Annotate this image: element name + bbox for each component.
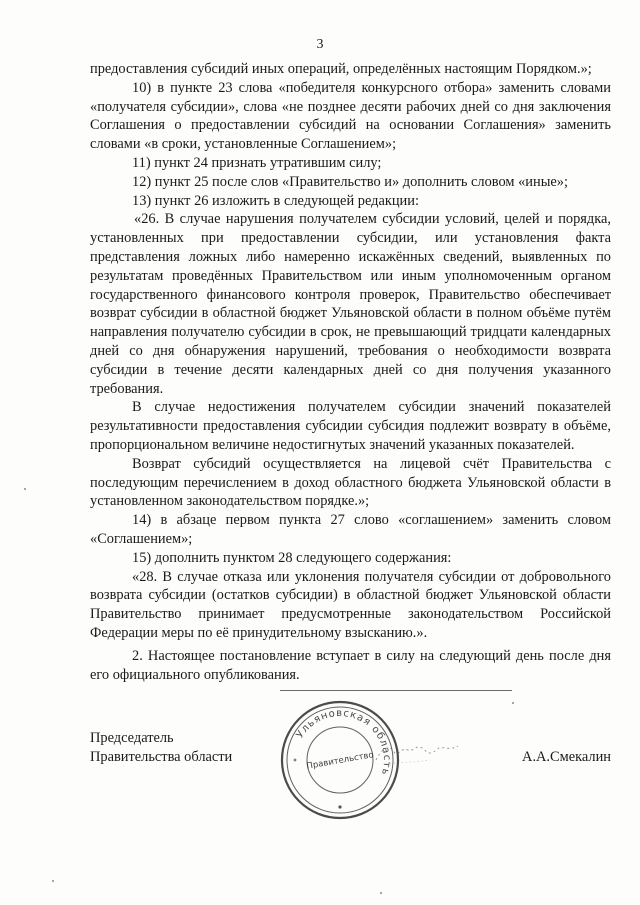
signature-divider [280, 690, 512, 691]
signatory-position [90, 729, 232, 767]
signatory-position-line-1: Председатель [90, 730, 174, 746]
scan-speck [512, 702, 514, 704]
signatory-position-line-2: Правительства области [90, 748, 233, 765]
page-number: 3 [316, 37, 324, 52]
seal-ring-text: Ульяновская область [294, 707, 393, 777]
paragraph-item-12: 12) пункт 25 после слов «Правительство и» дополнить словом «иные»; [132, 173, 568, 190]
paragraph-item-10: 10) в пункте 23 слова «победителя конкурсного отбора» заменить словами «получателя субсидии», слова «не позднее десяти рабочих дней со дня заключения Соглашения о предоставлении субсидий на основании Соглашения» заменить словами «в сроки, установленные Соглашением»; [90, 79, 611, 153]
paragraph-item-13: 13) пункт 26 изложить в следующей редакции: [132, 192, 419, 209]
paragraph-item-11: 11) пункт 24 признать утратившим силу; [132, 154, 382, 171]
paragraph-item-14: 14) в абзаце первом пункта 27 слово «соглашением» заменить словом «Соглашением»; [90, 512, 611, 547]
paragraph-continuation: предоставления субсидий иных операций, определённых настоящим Порядком.»; [90, 61, 592, 77]
scan-speck [380, 892, 382, 894]
paragraph-clause-26-part-2: В случае недостижения получателем субсидии значений показателей результативности предоставления субсидии субсидия подлежит возврату в объёме, пропорциональном величине недостигнутых значений указанных показателей. [90, 399, 611, 453]
paragraph-clause-26-part-3: Возврат субсидий осуществляется на лицевой счёт Правительства с последующим перечислением в доход областного бюджета Ульяновской области в установленном законодательством порядке.»; [90, 455, 611, 510]
paragraph-effective-date: 2. Настоящее постановление вступает в силу на следующий день после дня его официального опубликования. [90, 647, 611, 683]
paragraph-item-15: 15) дополнить пунктом 28 следующего содержания: [132, 549, 452, 566]
paragraph-clause-26: «26. В случае нарушения получателем субсидии условий, целей и порядка, установленных при предоставлении субсидии, или установления факта представления ложных либо намеренно искажённых сведений, выявленных по результатам проведённых Правительством или иным уполномоченным органом государственного финансового контроля проверок, Правительство обеспечивает возврат субсидии в областной бюджет Ульяновской области в полном объёме путём направления получателю субсидии в срок, не превышающий тридцати календарных дней со дня обнаружения нарушений, требования о необходимости возврата субсидии в течение десяти календарных дней со дня получения указанного требования. [90, 211, 611, 397]
scan-speck [52, 880, 54, 882]
paragraph-clause-28: «28. В случае отказа или уклонения получателя субсидии от добровольного возврата субсидии (остатков субсидии) в областной бюджет Ульяновской области Правительство принимает предусмотренные законодательством Российской Федерации меры по её принудительному взысканию.». [90, 568, 611, 641]
document-body [90, 60, 611, 684]
signatory-name: А.А.Смекалин [522, 749, 611, 765]
handwritten-signature [372, 734, 462, 774]
seal-center-text: Правительство [305, 750, 375, 772]
scan-speck [24, 488, 26, 490]
